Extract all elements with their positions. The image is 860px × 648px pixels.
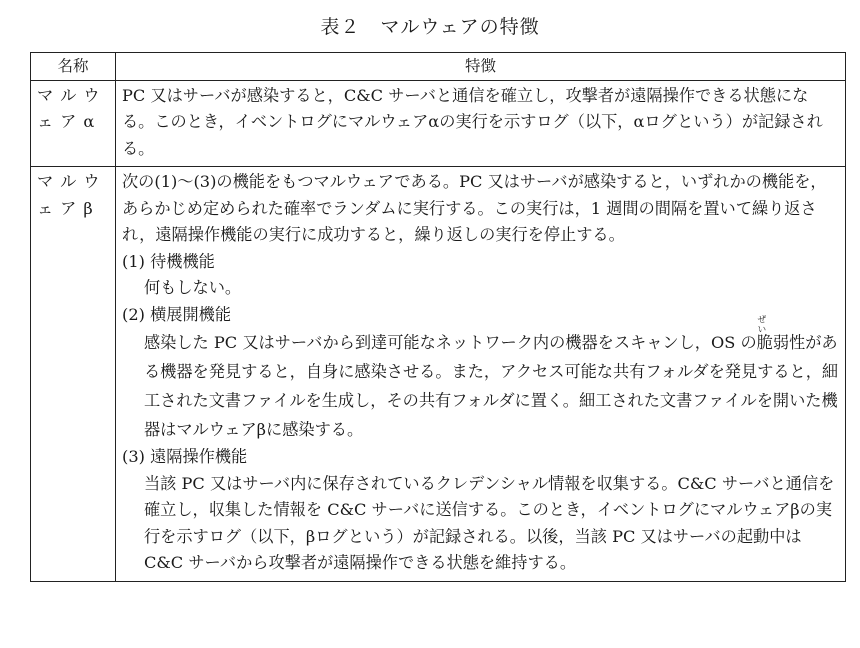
function-2-title: (2) 横展開機能 — [122, 304, 232, 324]
table-row-malware-alpha — [31, 80, 846, 167]
function-1-title: (1) 待機機能 — [122, 251, 215, 271]
malware-beta-intro: 次の(1)〜(3)の機能をもつマルウェアである。PC 又はサーバが感染すると，いずれかの機能を，あらかじめ定められた確率でランダムに実行する。この実行は，1 週間の間隔を置いて繰り返され，遠隔操作機能の実行に成功すると，繰り返しの実行を停止する。 — [122, 172, 827, 244]
function-1-body: 何もしない。 — [144, 278, 242, 297]
ruby-reading: ぜい — [757, 315, 767, 335]
malware-features-table — [30, 52, 846, 582]
ruby-base: 脆 — [756, 333, 773, 352]
header-feature: 特徴 — [116, 53, 846, 81]
table-row-malware-beta — [31, 167, 846, 582]
header-name: 名称 — [31, 53, 116, 81]
malware-beta-name: マルウェアβ — [31, 167, 116, 582]
function-3-title: (3) 遠隔操作機能 — [122, 447, 248, 466]
malware-alpha-feature — [116, 80, 846, 167]
malware-alpha-description: PC 又はサーバが感染すると，C&C サーバと通信を確立し，攻撃者が遠隔操作できる状態になる。このとき，イベントログにマルウェアαの実行を示すログ（以下，αログという）が記録される。 — [122, 85, 823, 158]
malware-beta-feature — [116, 167, 846, 582]
function-3-body: 当該 PC 又はサーバ内に保存されているクレデンシャル情報を収集する。C&C サーバと通信を確立し，収集した情報を C&C サーバに送信する。このとき，イベントログにマルウェアβの実行を示すログ（以下，βログという）が記録される。以後，当該 PC 又はサーバの起動中は C&C サーバから攻撃者が遠隔操作できる状態を維持する。 — [144, 473, 835, 572]
function-2-body-part2: 弱性がある機器を発見すると，自身に感染させる。また，アクセス可能な共有フォルダを発見すると，細工された文書ファイルを生成し，その共有フォルダに置く。細工された文書ファイルを開いた機器はマルウェアβに感染する。 — [144, 333, 839, 439]
table-caption: 表２ マルウェアの特徴 — [320, 16, 540, 38]
function-2-body-part1: 感染した PC 又はサーバから到達可能なネットワーク内の機器をスキャンし，OS の — [144, 333, 757, 352]
ruby-annotation — [756, 315, 773, 357]
malware-alpha-name: マルウェアα — [31, 80, 116, 167]
header-row — [31, 53, 846, 81]
function-2-body — [144, 315, 839, 444]
